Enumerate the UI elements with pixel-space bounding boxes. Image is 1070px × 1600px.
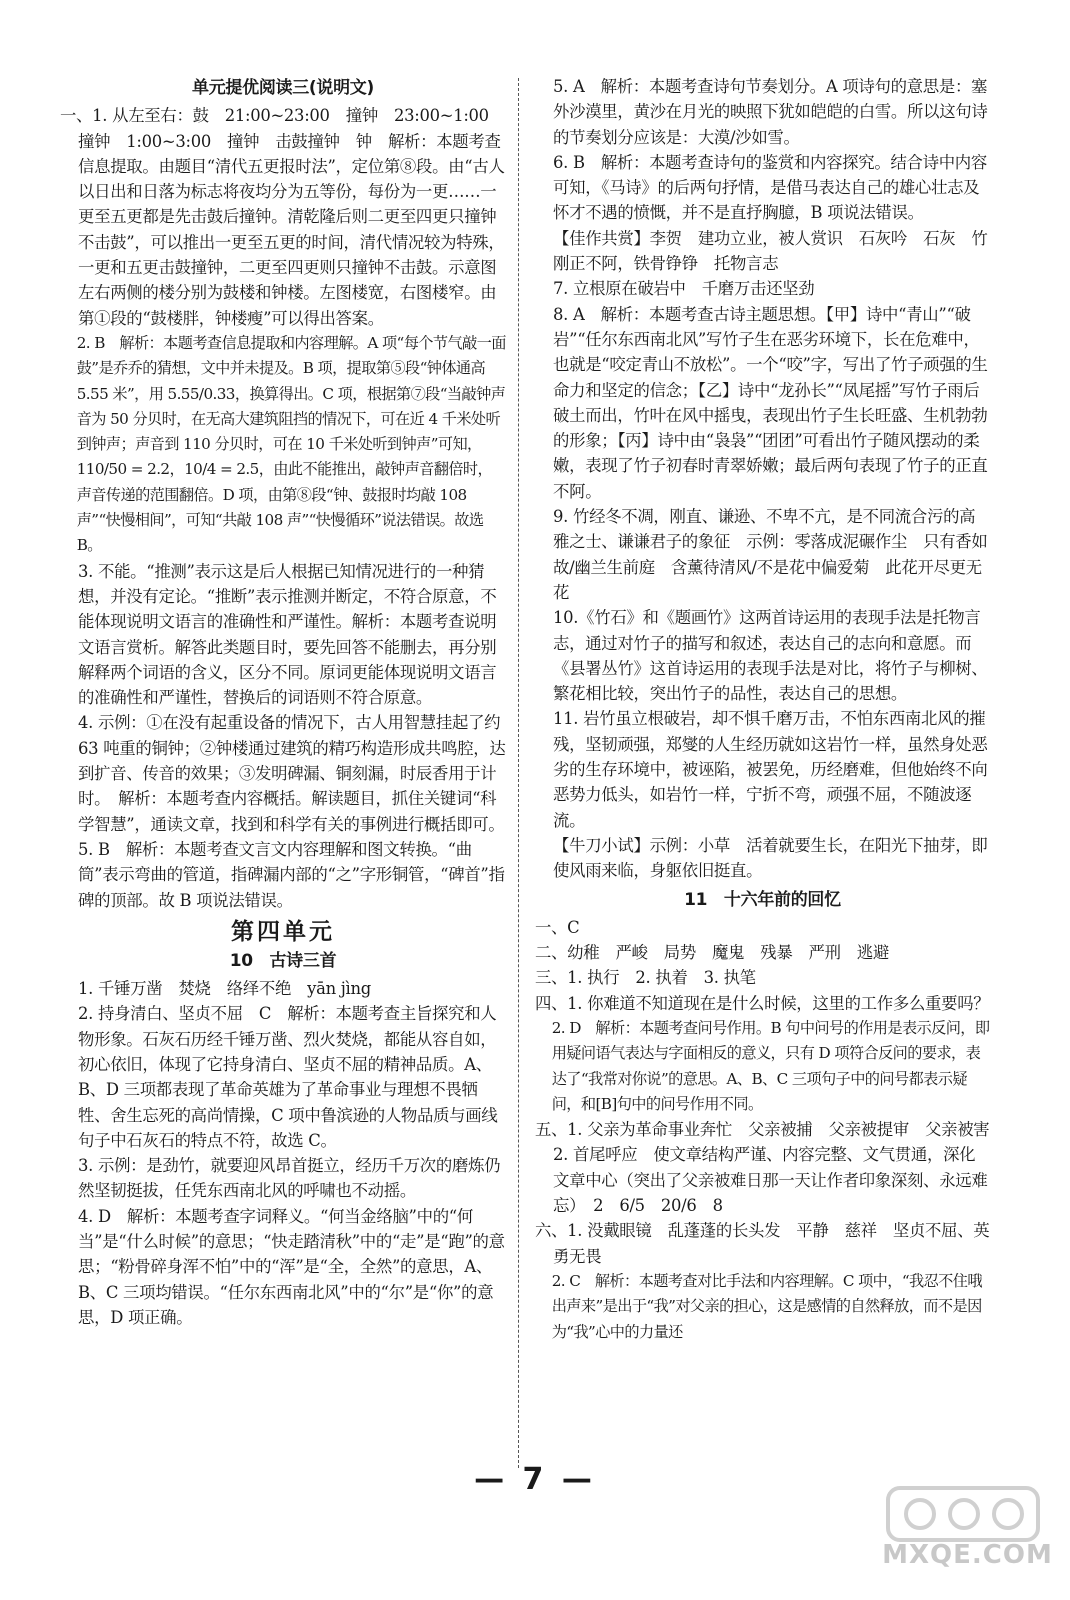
lesson11-answer-item: 2. 首尾呼应 使文章结构严谨、内容完整、文气贯通，深化文章中心（突出了父亲被难日那一天让作者印象深刻、永远难忘） 2 6/5 20/6 8 (553, 1145, 988, 1216)
lesson10-answer-item: 1. 千锤万凿 焚烧 络绎不绝 yān jìng (78, 979, 371, 999)
left-answer-item: 一、1. 从左至右：鼓 21:00~23:00 撞钟 23:00~1:00 撞钟 1:00~3:00 撞钟 击鼓撞钟 钟 解析：本题考查信息提取。由题目“清代五更报时法”，定位第⑧段。由“古人以日出和日落为标志将夜均分为五等份，每份为一更……一更至五更都是先击鼓后撞钟。清乾隆后则二更至四更只撞钟不击鼓”，可以推出一更至五更的时间，清代情况较为特殊，一更和五更击鼓撞钟，二更至四更则只撞钟不击鼓。示意图左右两侧的楼分别为鼓楼和钟楼。左图楼宽，右图楼窄。由第①段的“鼓楼胖，钟楼瘦”可以得出答案。 (60, 106, 505, 328)
lesson11-answer-item: 一、C (535, 917, 580, 937)
right-answer-item: 7. 立根原在破岩中 千磨万击还坚劲 (553, 279, 815, 299)
left-answer-item: 4. 示例：①在没有起重设备的情况下，古人用智慧挂起了约 63 吨重的铜钟；②钟楼通过建筑的精巧构造形成共鸣腔，达到扩音、传音的效果；③发明碑漏、铜刻漏，时辰香用于计时。 解析：本题考查内容概括。解读题目，抓住关键词“科学智慧”，通读文章，找到和科学有关的事例进行概括即可。 (78, 713, 506, 834)
lesson11-answer-item: 四、1. 你难道不知道现在是什么时候，这里的工作多么重要吗？ (535, 993, 990, 1013)
column-divider (518, 78, 519, 1468)
right-column (535, 74, 1004, 1345)
section-title: 单元提优阅读三(说明文) (192, 78, 374, 98)
right-answer-item: 【牛刀小试】示例：小草 活着就要生长，在阳光下抽芽，即使风雨来临，身躯依旧挺直。 (553, 835, 988, 881)
lesson10-answer-item: 4. D 解析：本题考查字词释义。“何当金络脑”中的“何当”是“什么时候”的意思；“快走踏清秋”中的“走”是“跑”的意思；“粉骨碎身浑不怕”中的“浑”是“全，全然”的意思，A、B、C 三项均错误。“任尔东西南北风”中的“尔”是“你”的意思，D 项正确。 (78, 1206, 505, 1327)
lesson-10-answers (60, 976, 506, 1330)
lesson10-answer-item: 2. 持身清白、坚贞不屈 C 解析：本题考查主旨探究和人物形象。石灰石历经千锤万凿、烈火焚烧，都能从容自如，初心依旧，体现了它持身清白、坚贞不屈的精神品质。A、B、D 三项都表现了革命英雄为了革命事业与理想不畏牺牲、舍生忘死的高尚情操，C 项中鲁滨逊的人物品质与画线句子中石灰石的特点不符，故选 C。 (78, 1004, 498, 1150)
left-answer-item: 3. 不能。“推测”表示这是后人根据已知情况进行的一种猜想，并没有定论。“推断”表示推测并断定，不符合原意，不能体现说明文语言的准确性和严谨性。解析：本题考查说明文语言赏析。解答此类题目时，要先回答不能删去，再分别解释两个词语的含义，区分不同。原词更能体现说明文语言的准确性和严谨性，替换后的词语则不符合原意。 (78, 561, 497, 708)
lesson10-answer-item: 3. 示例：是劲竹，就要迎风昂首挺立，经历千万次的磨炼仍然坚韧挺拔，任凭东西南北风的呼啸也不动摇。 (78, 1156, 501, 1201)
left-column (60, 74, 506, 1330)
left-answer-item: 2. B 解析：本题考查信息提取和内容理解。A 项“每个节气敲一面鼓”是乔乔的猜想，文中并未提及。B 项，提取第⑤段“钟体通高 5.55 米”，用 5.55/0.33，换算得出。C 项，根据第⑦段“当敲钟声音为 50 分贝时，在无高大建筑阻挡的情况下，可在近 4 千米处听到钟声；声音到 110 分贝时，可在 10 千米处听到钟声”可知，110/50 = 2.2，10/4 = 2.5，由此不能推出，敲钟声音翻倍时，声音传递的范围翻倍。D 项，由第⑧段“钟、鼓报时均敲 108 声”“快慢相间”，可知“共敲 108 声”“快慢循环”说法错误。故选 B。 (76, 333, 506, 555)
left-answer-item: 5. B 解析：本题考查文言文内容理解和图文转换。“曲筒”表示弯曲的管道，指碑漏内部的“之”字形铜管，“碑首”指碑的顶部。故 B 项说法错误。 (78, 839, 505, 910)
right-answer-item: 【佳作共赏】李贺 建功立业，被人赏识 石灰吟 石灰 竹 刚正不阿，铁骨铮铮 托物言志 (553, 228, 1004, 274)
lesson11-answer-item: 2. C 解析：本题考查对比手法和内容理解。C 项中，“我忍不住哦出声来”是出于“我”对父亲的担心，这是感情的自然释放，而不是因为“我”心中的力量还 (551, 1271, 982, 1341)
right-answer-item: 5. A 解析：本题考查诗句节奏划分。A 项诗句的意思是：塞外沙漠里，黄沙在月光的映照下犹如皑皑的白雪。所以这句诗的节奏划分应该是：大漠/沙如雪。 (553, 77, 988, 147)
lesson11-answer-item: 2. D 解析：本题考查问号作用。B 句中问号的作用是表示反问，即用疑问语气表达与字面相反的意义，只有 D 项符合反问的要求，表达了“我常对你说”的意思。A、B、C 三项句子中的问号都表示疑问，和[B]句中的问号作用不同。 (551, 1018, 990, 1113)
lesson-title-11: 11 十六年前的回忆 (684, 889, 841, 910)
lesson11-answer-item: 三、1. 执行 2. 执着 3. 执笔 (535, 968, 756, 988)
unit-title: 第四单元 (231, 917, 335, 945)
watermark-logo (880, 1480, 1055, 1590)
right-answer-item: 8. A 解析：本题考查古诗主题思想。【甲】诗中“青山”“破岩”“任尔东西南北风”写竹子生在恶劣环境下，长在危难中，也就是“咬定青山不放松”。一个“咬”字，写出了竹子顽强的生命力和坚定的信念；【乙】诗中“龙孙长”“凤尾摇”写竹子雨后破土而出，竹叶在风中摇曳，表现出竹子生长旺盛、生机勃勃的形象；【丙】诗中由“袅袅”“团团”可看出竹子随风摆动的柔嫩，表现了竹子初春时青翠娇嫩；最后两句表现了竹子的正直不阿。 (553, 304, 988, 501)
right-answer-item: 11. 岩竹虽立根破岩，却不惧千磨万击，不怕东西南北风的摧残，坚韧顽强，郑燮的人生经历就如这岩竹一样，虽然身处恶劣的生存环境中，被诬陷，被罢免，历经磨难，但他始终不向恶势力低头，如岩竹一样，宁折不弯，顽强不屈，不随波逐流。 (553, 709, 988, 830)
right-answer-item: 9. 竹经冬不凋，刚直、谦逊、不卑不亢，是不同流合污的高雅之士、谦谦君子的象征 示例：零落成泥碾作尘 只有香如故/幽兰生前庭 含薰待清风/不是花中偏爱菊 此花开尽更无花 (553, 507, 988, 602)
lesson-11-answers (535, 915, 990, 1345)
lesson11-answer-item: 六、1. 没戴眼镜 乱蓬蓬的长头发 平静 慈祥 坚贞不屈、英勇无畏 (535, 1221, 990, 1266)
lesson-title-10: 10 古诗三首 (229, 950, 337, 971)
page-number: — 7 — (474, 1462, 596, 1497)
right-answer-item: 10.《竹石》和《题画竹》这两首诗运用的表现手法是托物言志，通过对竹子的描写和叙述，表达自己的志向和意愿。而《县署丛竹》这首诗运用的表现手法是对比，将竹子与柳树、繁花相比较，突出竹子的品性，表达自己的思想。 (553, 608, 988, 704)
lesson11-answer-item: 五、1. 父亲为革命事业奔忙 父亲被捕 父亲被提审 父亲被害 (535, 1120, 990, 1140)
watermark-text: MXQE.COM (882, 1540, 1053, 1570)
lesson11-answer-item: 二、幼稚 严峻 局势 魔鬼 残暴 严刑 逃避 (535, 943, 889, 963)
left-answers (60, 103, 506, 913)
right-answers (535, 74, 1004, 884)
right-answer-item: 6. B 解析：本题考查诗句的鉴赏和内容探究。结合诗中内容可知，《马诗》的后两句抒情，是借马表达自己的雄心壮志及怀才不遇的愤慨，并不是直抒胸臆，B 项说法错误。 (553, 152, 987, 223)
